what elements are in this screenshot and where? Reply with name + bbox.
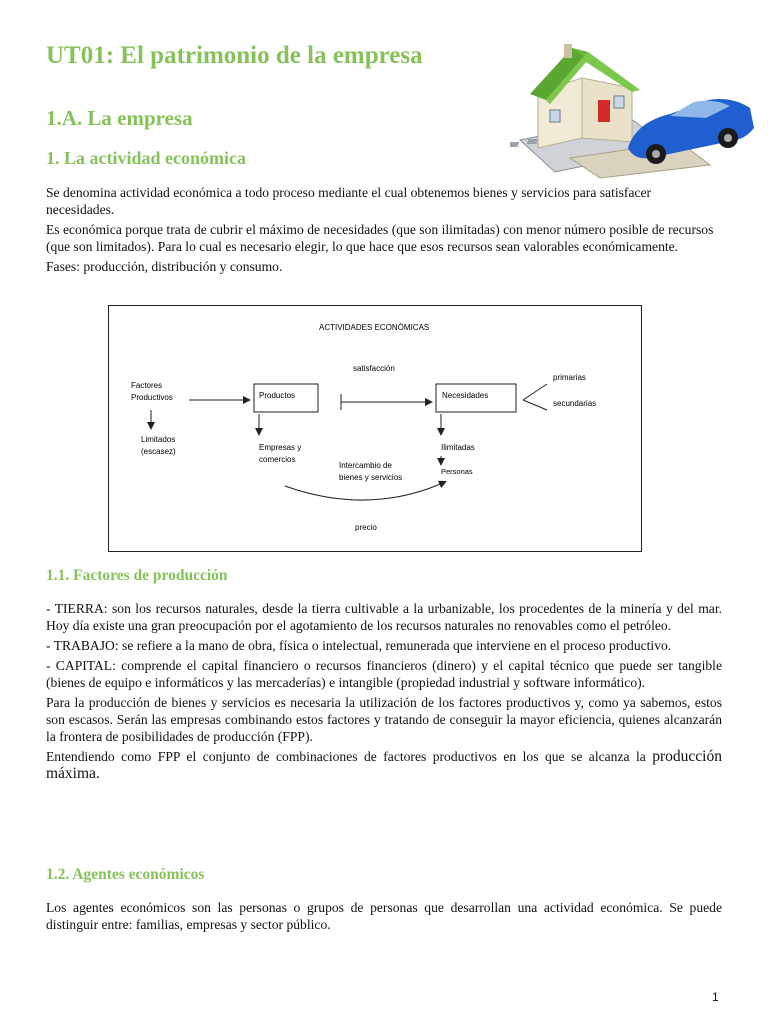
section12-text: [46, 899, 722, 936]
actividades-economicas-diagram: [108, 305, 642, 552]
label-limitados: Limitados: [141, 435, 176, 444]
page-title: UT01: El patrimonio de la empresa: [46, 42, 423, 69]
label-necesidades: Necesidades: [442, 391, 489, 400]
section-subtitle: 1.A. La empresa: [46, 106, 193, 130]
label-bienes-servicios: bienes y servicios: [339, 473, 403, 482]
label-productos: Productos: [259, 391, 296, 400]
fpp-produccion-maxima: producción máxima.: [46, 748, 722, 782]
label-factores: Factores: [131, 381, 163, 390]
label-intercambio: Intercambio de: [339, 461, 392, 470]
paragraph-trabajo: - TRABAJO: se refiere a la mano de obra, física o intelectual, remunerada que interviene en el proceso productivo.: [46, 638, 672, 653]
paragraph-fases: Fases: producción, distribución y consumo.: [46, 259, 283, 274]
fpp-text: Entendiendo como FPP el conjunto de combinaciones de factores productivos en los que se alcanza la: [46, 749, 646, 764]
label-empresas: Empresas y: [259, 443, 302, 452]
label-ilimitadas: Ilimitadas: [441, 443, 475, 452]
label-personas: Personas: [441, 467, 473, 476]
label-satisfaccion: satisfacción: [353, 364, 395, 373]
paragraph-agentes: Los agentes económicos son las personas o grupos de personas que desarrollan una actividad económica. Se puede distinguir entre: familias, empresas y sector público.: [46, 900, 722, 932]
label-comercios: comercios: [259, 455, 296, 464]
heading-factores-produccion: 1.1. Factores de producción: [46, 567, 228, 584]
branch-primarias: [523, 384, 547, 400]
exchange-curve: [285, 482, 445, 500]
diagram-title: ACTIVIDADES ECONÓMICAS: [319, 323, 430, 332]
house-car-illustration: [510, 30, 760, 180]
paragraph-capital: - CAPITAL: comprende el capital financiero o recursos financieros (dinero) y el capital técnico que puede ser tangible (bienes de equipo e informáticos y las mercaderías) e intangible (propiedad industrial y software informático).: [46, 658, 722, 690]
paragraph-produccion: Para la producción de bienes y servicios es necesaria la utilización de los factores productivos y, como ya sabemos, estos son escasos. Serán las empresas combinando estos factores y tratando de conseguir la mayor eficiencia, quienes alcanzarán la frontera de posibilidades de producción (FPP).: [46, 695, 722, 744]
section11-text: [46, 600, 722, 782]
page-number: 1: [712, 990, 719, 1004]
paragraph-fpp: [46, 748, 722, 782]
section1-text: [46, 184, 722, 278]
label-productivos: Productivos: [131, 393, 173, 402]
label-precio: precio: [355, 523, 377, 532]
heading-actividad-economica: 1. La actividad económica: [46, 148, 246, 168]
label-escasez: (escasez): [141, 447, 176, 456]
label-primarias: primarias: [553, 373, 586, 382]
label-secundarias: secundarias: [553, 399, 597, 408]
heading-agentes-economicos: 1.2. Agentes económicos: [46, 866, 205, 883]
paragraph-economica: Es económica porque trata de cubrir el máximo de necesidades (que son ilimitadas) con menor número posible de recursos (que son limitados). Para lo cual es necesario elegir, lo que hace que esos recursos sean valorables económicamente.: [46, 222, 714, 254]
branch-secundarias: [523, 400, 547, 410]
paragraph-definicion: Se denomina actividad económica a todo proceso mediante el cual obtenemos bienes y servicios para satisfacer necesidades.: [46, 185, 652, 217]
paragraph-tierra: - TIERRA: son los recursos naturales, desde la tierra cultivable a la urbanizable, los procedentes de la minería y del mar. Hoy día existe una gran preocupación por el agotamiento de los recursos naturales no renovables como el petróleo.: [46, 601, 722, 633]
